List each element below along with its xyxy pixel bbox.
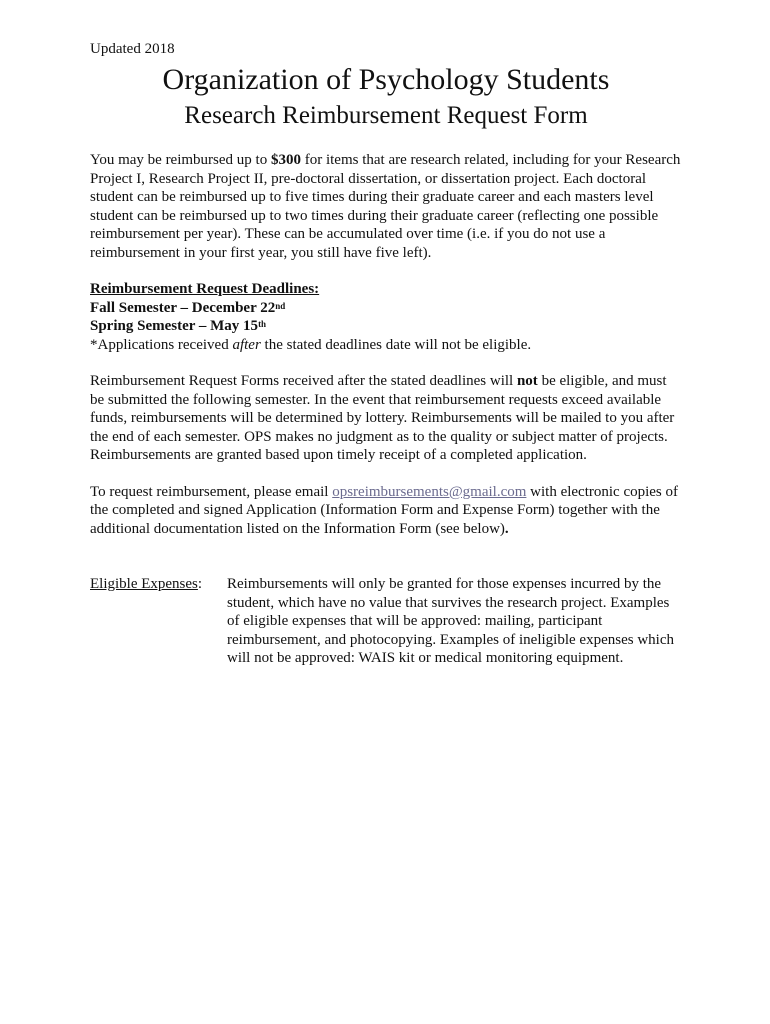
intro-text-rest: for items that are research related, including for your Research Project I, Research Project II, pre-doctoral dissertation, or dissertation project. Each doctoral student can be reimbursed up to five times during their graduate career and each masters level student can be reimbursed up to two times during their graduate career (reflecting one possible reimbursement per year). These can be accumulated over time (i.e. if you do not use a reimbursement in your first year, you still have five left). [90,152,681,261]
reimbursement-amount: $300 [270,152,301,168]
deadline-note-start: *Applications received [90,336,233,353]
eligible-expenses-label [90,575,227,668]
deadlines-section [90,280,682,354]
fall-dash: – [176,299,192,316]
eligible-expenses-section [90,575,682,668]
fall-date-suffix: nd [275,300,286,311]
fall-deadline [90,299,682,318]
request-text-rest: with electronic copies of the completed and signed Application (Information Form and Expense Form) together with the additional documentation listed on the Information Form (see below) [90,483,679,537]
spring-date-suffix: th [258,319,267,329]
policy-text-start: Reimbursement Request Forms received after the stated deadlines will [90,373,517,389]
intro-text-start: You may be reimbursed up to [90,152,271,168]
policy-not-word: not [516,373,538,389]
eligible-expenses-text: Reimbursements will only be granted for those expenses incurred by the student, which have no value that survives the research project. Examples of eligible expenses that will be approved: mailing, participant reimbursement, and photocopying. Examples of ineligible expenses which will not be approved: WAIS kit or medical monitoring equipment. [227,576,674,666]
document-subtitle: Research Reimbursement Request Form [184,102,588,129]
eligible-label-colon: : [197,576,203,592]
policy-text-rest: be eligible, and must be submitted the following semester. In the event that reimbursement requests exceed available funds, reimbursements will be determined by lottery. Reimbursements will be mailed to you after the end of each semester. OPS makes no judgment as to the quality or subject matter of projects. Reimbursements are granted based upon timely receipt of a completed application. [90,373,675,463]
spring-deadline [90,317,682,336]
deadline-note [90,336,682,355]
fall-label: Fall Semester [90,299,177,316]
email-link[interactable]: opsreimbursements@gmail.com [332,483,527,500]
deadlines-heading: Reimbursement Request Deadlines: [90,281,320,297]
document-title: Organization of Psychology Students [162,63,610,96]
updated-note: Updated 2018 [90,41,175,57]
spring-dash: – [195,318,211,334]
request-period: . [504,520,509,537]
deadline-note-end: the stated deadlines date will not be eligible. [260,336,532,353]
fall-date: December 22 [191,299,276,316]
spring-date: May 15 [210,318,259,334]
title-block [90,62,682,132]
request-text-start: To request reimbursement, please email [90,483,333,500]
eligible-label-text: Eligible Expenses [90,576,198,592]
policy-paragraph [90,372,682,465]
spring-label: Spring Semester [90,318,196,334]
request-paragraph [90,483,682,539]
intro-paragraph [90,151,682,262]
deadline-note-italic: after [232,336,261,353]
